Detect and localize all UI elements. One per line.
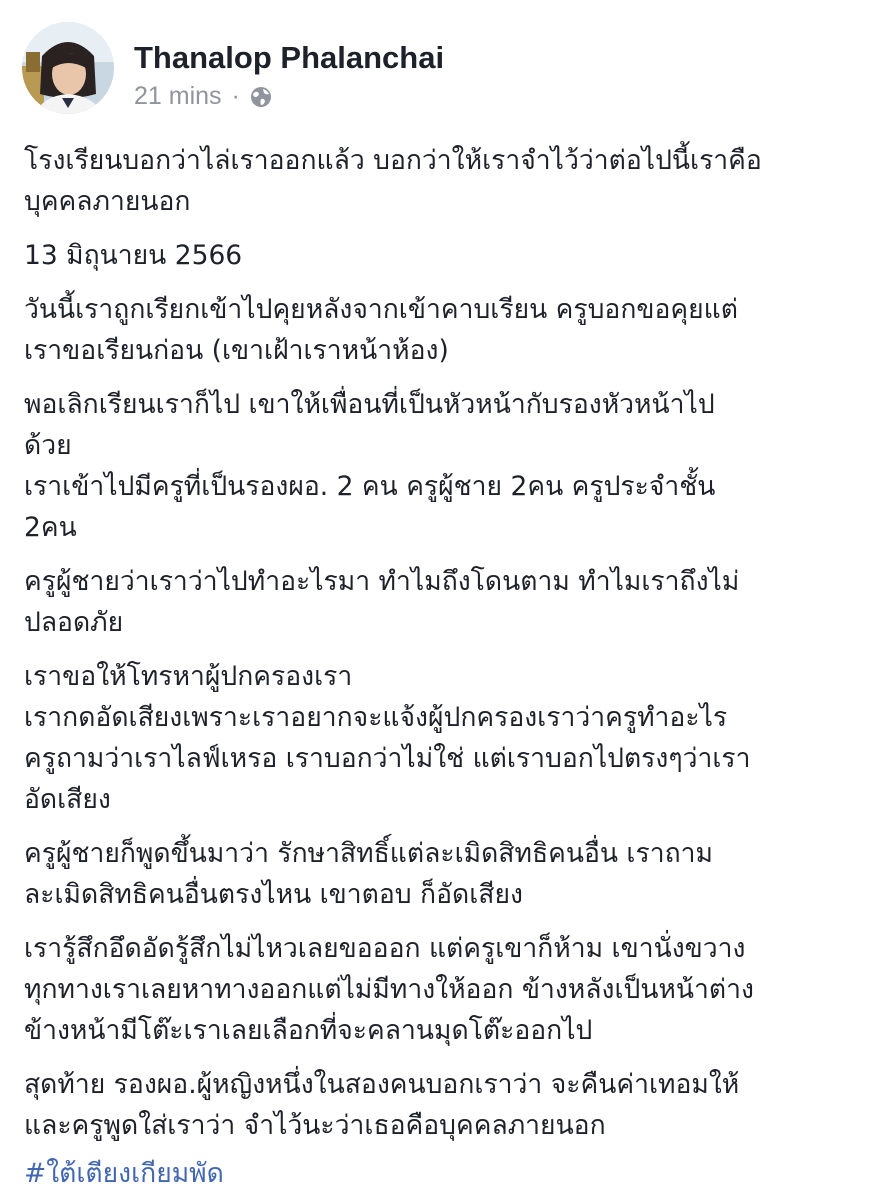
post-paragraph [24,656,869,820]
post-text-line: 13 มิถุนายน 2566 [24,240,243,271]
globe-icon[interactable] [250,86,272,108]
post-text-line: ครูผู้ชายว่าเราว่าไปทำอะไรมา ทำไมถึงโดนตาม ทำไมเราถึงไม่ [24,566,740,597]
post-paragraph [24,1064,869,1146]
author-name[interactable]: Thanalop Phalanchai [134,40,445,75]
post-text-line: ด้วย [24,430,72,461]
post-text-line: วันนี้เราถูกเรียกเข้าไปคุยหลังจากเข้าคาบเรียน ครูบอกขอคุยแต่ [24,294,738,325]
post-text-line: เราขอเรียนก่อน (เขาเฝ้าเราหน้าห้อง) [24,335,449,366]
post-text-line: 2คน [24,512,77,543]
post-text-line: ครูถามว่าเราไลฟ์เหรอ เราบอกว่าไม่ใช่ แต่เราบอกไปตรงๆว่าเรา [24,743,751,774]
post-paragraph [24,833,869,915]
post-text-line: เราเข้าไปมีครูที่เป็นรองผอ. 2 คน ครูผู้ชาย 2คน ครูประจำชั้น [24,471,716,502]
post-text-line: พอเลิกเรียนเราก็ไป เขาให้เพื่อนที่เป็นหัวหน้ากับรองหัวหน้าไป [24,389,715,420]
post-text-line: เรารู้สึกอึดอัดรู้สึกไม่ไหวเลยขอออก แต่ครูเขาก็ห้าม เขานั่งขวาง [24,933,746,964]
post-paragraph [24,289,869,371]
post-text-line: เรากดอัดเสียงเพราะเราอยากจะแจ้งผู้ปกครองเราว่าครูทำอะไร [24,702,728,733]
post-text-line: โรงเรียนบอกว่าไล่เราออกแล้ว บอกว่าให้เราจำไว้ว่าต่อไปนี้เราคือ [24,145,762,176]
post-paragraphs [24,140,869,1146]
post-body [24,140,869,1194]
post-text-line: ครูผู้ชายก็พูดขึ้นมาว่า รักษาสิทธิ์แต่ละเมิดสิทธิคนอื่น เราถาม [24,838,713,869]
post-text-line: ละเมิดสิทธิคนอื่นตรงไหน เขาตอบ ก็อัดเสียง [24,879,523,910]
post-text-line: สุดท้าย รองผอ.ผู้หญิงหนึ่งในสองคนบอกเราว่า จะคืนค่าเทอมให้ [24,1069,740,1100]
post-text-line: เราขอให้โทรหาผู้ปกครองเรา [24,661,353,692]
post-paragraph [24,140,869,222]
post-text-line: อัดเสียง [24,784,111,815]
post-text-line: ทุกทางเราเลยหาทางออกแต่ไม่มีทางให้ออก ข้างหลังเป็นหน้าต่าง [24,974,754,1005]
post-text-line: ข้างหน้ามีโต๊ะเราเลยเลือกที่จะคลานมุดโต๊ะออกไป [24,1015,593,1046]
post-paragraph [24,928,869,1051]
post-paragraph [24,384,869,548]
post-text-line: และครูพูดใส่เราว่า จำไว้นะว่าเธอคือบุคคลภายนอก [24,1110,606,1141]
post-header [22,22,862,118]
post-paragraph [24,561,869,643]
post-paragraph [24,235,869,276]
meta-separator: · [231,82,240,110]
hashtag-link[interactable]: #ใต้เตียงเกียมพัด [24,1158,224,1189]
post-text-line: บุคคลภายนอก [24,186,191,217]
post-meta [134,82,272,111]
author-avatar[interactable] [22,22,114,114]
post-timestamp[interactable]: 21 mins [134,82,222,110]
post-text-line: ปลอดภัย [24,607,124,638]
